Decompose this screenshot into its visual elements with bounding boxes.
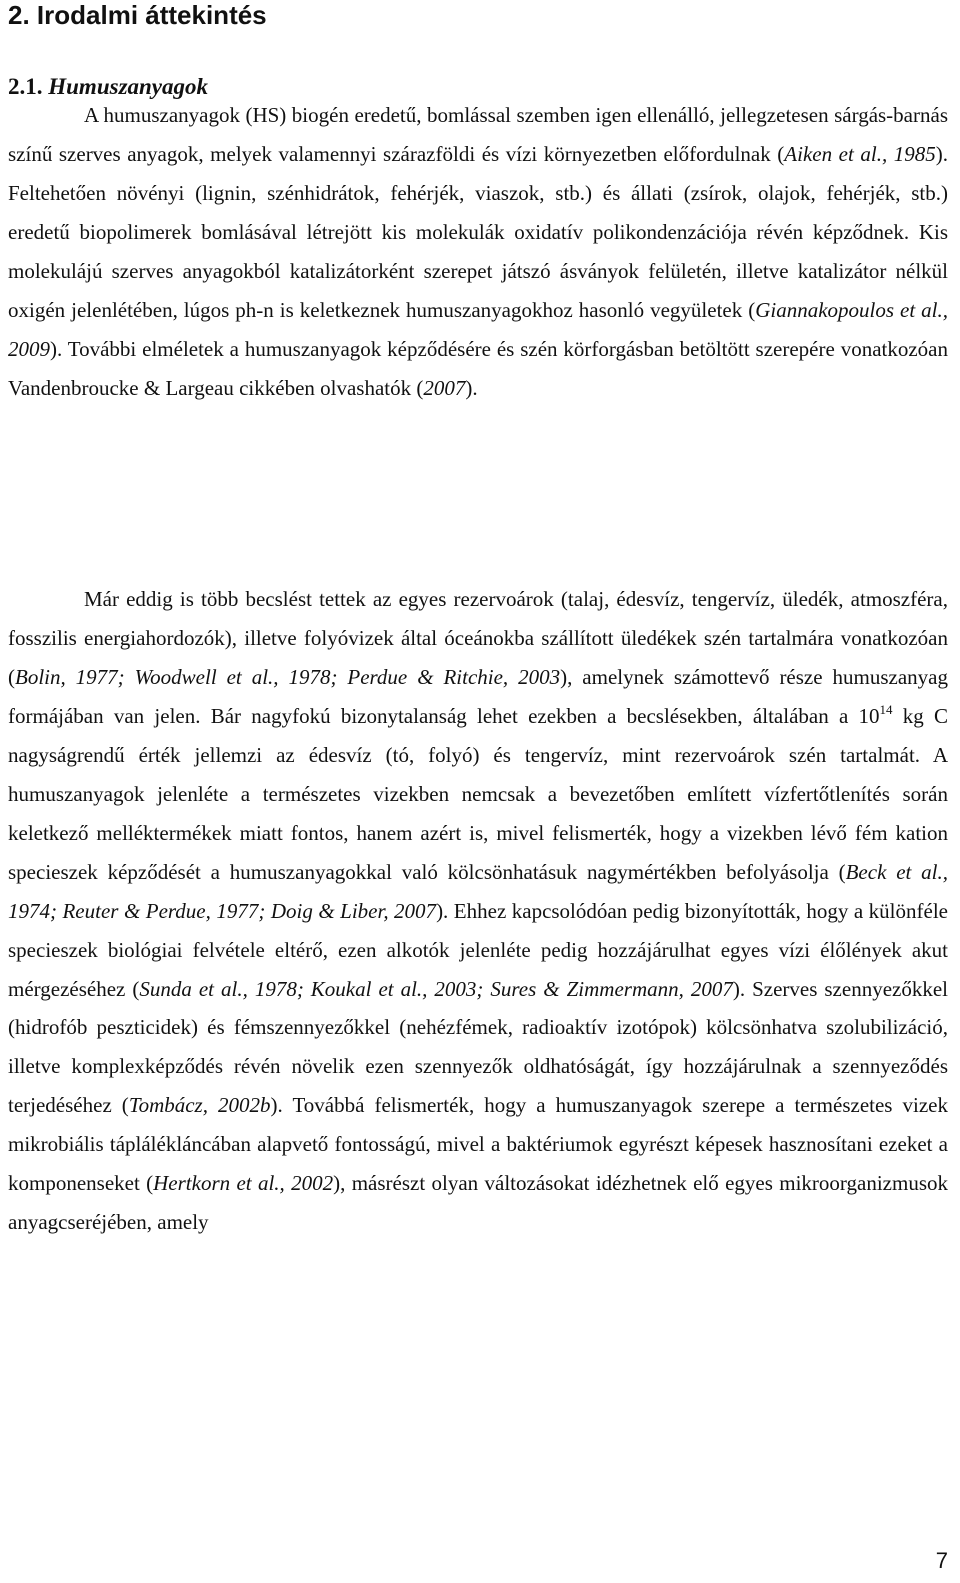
text-run: ). Feltehetően növényi (lignin, szénhidrátok, fehérjék, viaszok, stb.) és állati (zsírok, olajok, fehérjék, stb.) eredetű biopolimerek bomlásával létrejött kis molekulák oxidatív polikondenzációja révén képződnek. Kis molekulájú szerves anyagokból katalizátorként szerepet játszó ásványok felületén, illetve katalizátor nélkül oxigén jelenlétében, lúgos ph-n is keletkeznek humuszanyagokhoz hasonló vegyületek ( bbox=[8, 141, 948, 322]
section-title: Humuszanyagok bbox=[48, 74, 209, 99]
citation: Sunda et al., 1978; Koukal et al., 2003; Sures & Zimmermann, 2007 bbox=[139, 976, 733, 1001]
text-run: ). Ehhez kapcsolódóan pedig bizonyították, hogy a különféle specieszek biológiai felvétele eltérő, ezen alkotók jelenléte pedig hozzájárulhat egyes vízi élőlények akut mérgezéséhez ( bbox=[8, 898, 948, 1001]
page-number: 7 bbox=[935, 1548, 948, 1573]
text-run: Már eddig is több becslést tettek az egyes rezervoárok (talaj, édesvíz, tengervíz, üledék, atmoszféra, fosszilis energiahordozók), illetve folyóvizek által óceánokba szállított üledékek szén tartalmára vonatkozóan ( bbox=[8, 587, 948, 689]
citation: Beck et al., 1974; Reuter & Perdue, 1977; Doig & Liber, 2007 bbox=[8, 859, 948, 923]
citation: 2007 bbox=[423, 375, 466, 400]
superscript-exponent: 14 bbox=[879, 701, 893, 717]
paragraph-carbon-reservoirs bbox=[8, 580, 948, 1242]
paragraph-humic-substances-origin bbox=[8, 96, 948, 408]
citation: Tombácz, 2002b bbox=[128, 1093, 271, 1118]
text-run: ). Szerves szennyezőkkel (hidrofób peszticidek) és fémszennyezőkkel (nehézfémek, radioaktív izotópok) kölcsönhatva szolubilizáció, illetve komplexképződés révén növelik ezen szennyezők oldhatóságát, így hozzájárulnak a szennyeződés terjedéséhez ( bbox=[8, 976, 949, 1118]
text-run: A humuszanyagok (HS) biogén eredetű, bomlással szemben igen ellenálló, jellegzetesen sárgás-barnás színű szerves anyagok, melyek valamennyi szárazföldi és vízi környezetben előfordulnak ( bbox=[8, 103, 948, 166]
text-run: ), másrészt olyan változásokat idézhetnek elő egyes mikroorganizmusok anyagcseréjében, amely bbox=[8, 1171, 949, 1235]
citation: Hertkorn et al., 2002 bbox=[153, 1171, 334, 1196]
text-run: ). bbox=[465, 375, 478, 400]
citation: Giannakopoulos et al., 2009 bbox=[8, 297, 948, 361]
text-run: kg C nagyságrendű érték jellemzi az édesvíz (tó, folyó) és tengervíz, mint rezervoárok szén tartalmát. A humuszanyagok jelenléte a természetes vizekben nemcsak a bevezetőben említett vízfertőtlenítés során keletkező melléktermékek miatt fontos, hanem azért is, mivel felismerték, hogy a vizekben lévő fém kation specieszek képződését a humuszanyagokkal való kölcsönhatásuk nagymértékben befolyásolja ( bbox=[8, 703, 948, 884]
text-run: ), amelynek számottevő része humuszanyag formájában van jelen. Bár nagyfokú bizonytalanság lehet ezekben a becslésekben, általában a 10 bbox=[8, 664, 948, 728]
chapter-heading: 2. Irodalmi áttekintés bbox=[8, 0, 267, 30]
text-run: ). Továbbá felismerték, hogy a humuszanyagok szerepe a természetes vizek mikrobiális táplálékláncában alapvető fontosságú, mivel a baktériumok egyrészt képesek hasznosítani ezeket a komponenseket ( bbox=[8, 1093, 948, 1196]
section-number: 2.1. bbox=[8, 74, 43, 99]
citation: Aiken et al., 1985 bbox=[784, 141, 936, 166]
citation: Bolin, 1977; Woodwell et al., 1978; Perdue & Ritchie, 2003 bbox=[15, 664, 561, 689]
text-run: ). További elméletek a humuszanyagok képződésére és szén körforgásban betöltött szerepére vonatkozóan Vandenbroucke & Largeau cikkében olvashatók ( bbox=[8, 336, 948, 400]
